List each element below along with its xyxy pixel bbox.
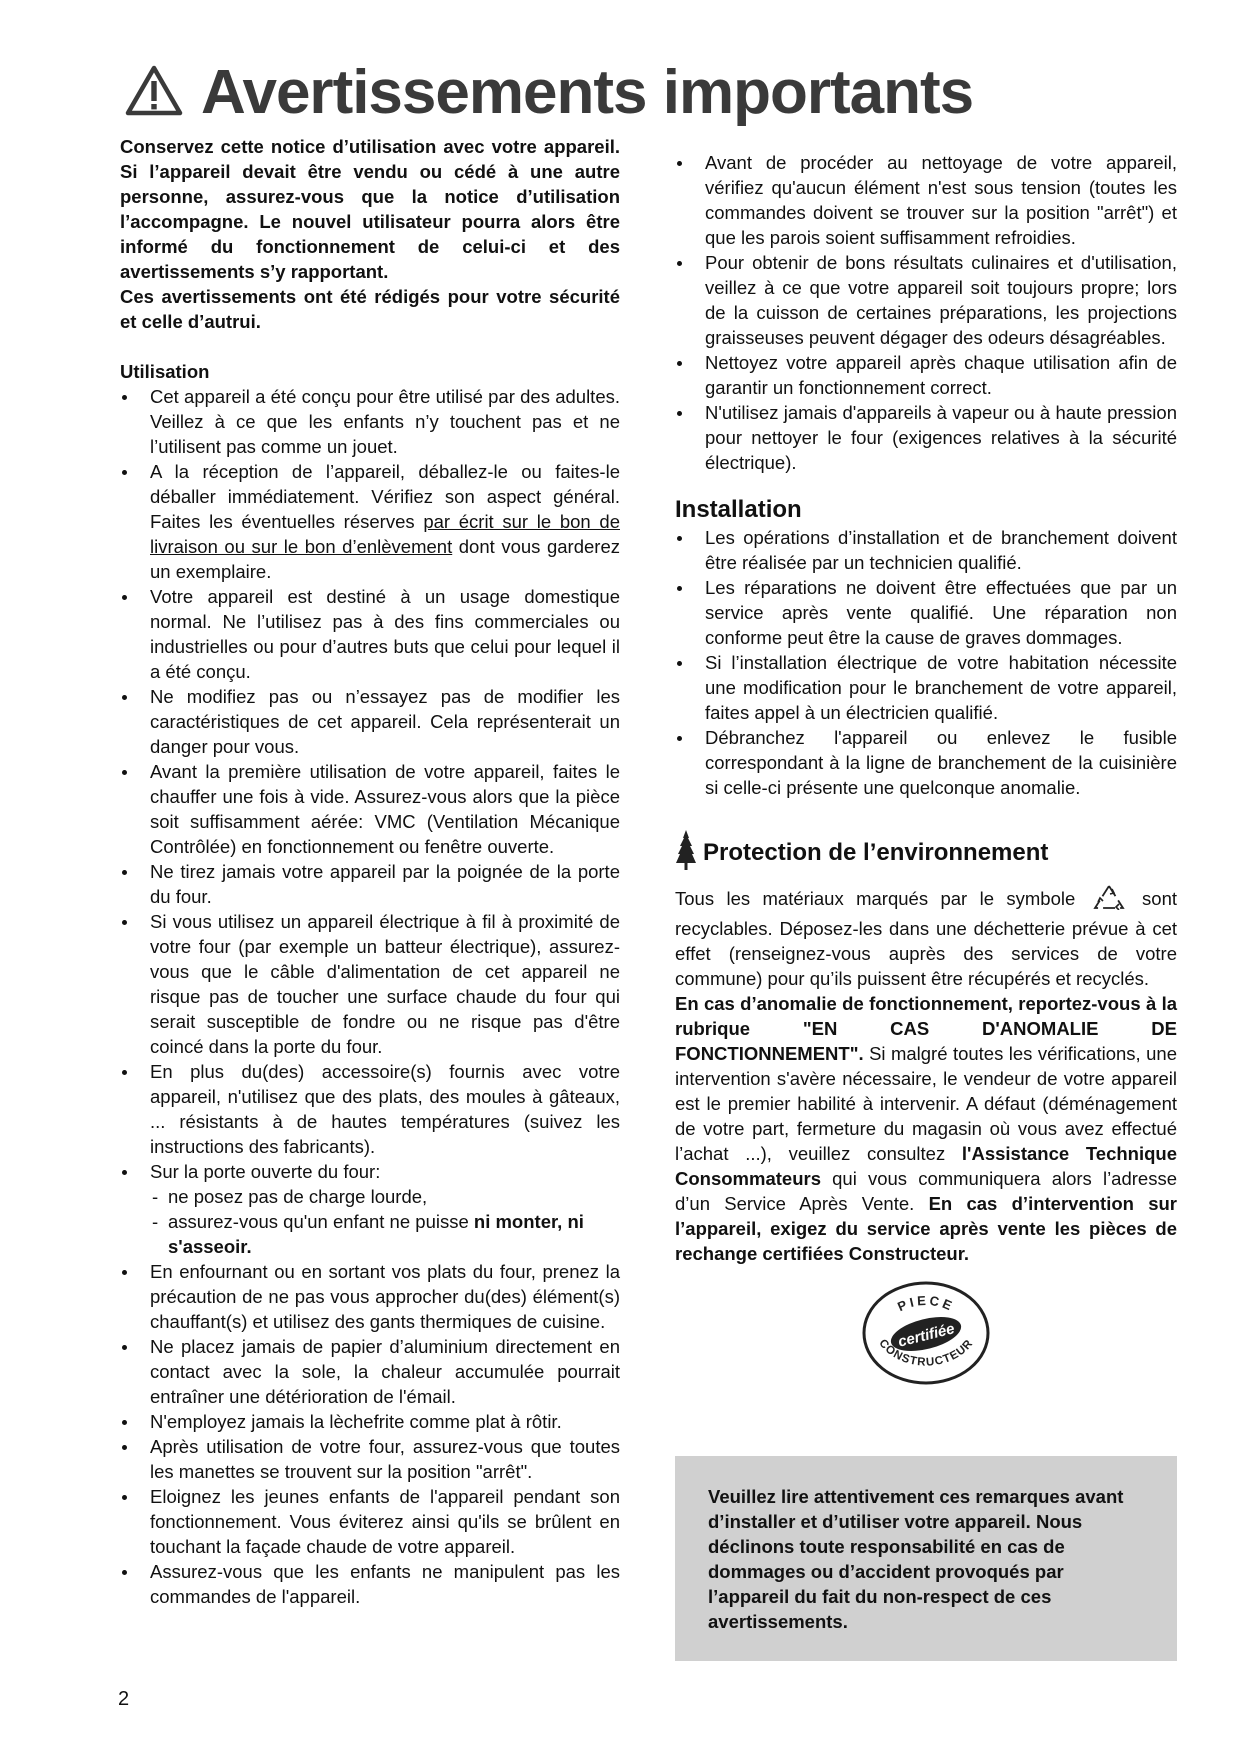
list-item: En enfournant ou en sortant vos plats du four, prenez la précaution de ne pas vous approcher du(des) élément(s) chauffant(s) et utilisez des gants thermiques de cuisine. — [120, 1259, 620, 1334]
list-item: Débranchez l'appareil ou enlevez le fusible correspondant à la ligne de branchement de la cuisinière si celle-ci présente une quelconque anomalie. — [675, 725, 1177, 800]
list-item: A la réception de l’appareil, déballez-le ou faites-le déballer immédiatement. Vérifiez son aspect général. Faites les éventuelles réserves par écrit sur le bon de livraison ou sur le bon d’enlèvement dont vous garderez un exemplaire. — [120, 459, 620, 584]
seal-top-text: PIECE — [895, 1292, 957, 1315]
sub-list — [150, 1184, 620, 1259]
list-item: Sur la porte ouverte du four: - ne posez pas de charge lourde, - assurez-vous qu'un enfant ne puisse ni monter, ni s'asseoir. — [120, 1159, 620, 1259]
intro-paragraph: Ces avertissements ont été rédigés pour votre sécurité et celle d’autrui. — [120, 286, 620, 332]
list-item: Les opérations d’installation et de branchement doivent être réalisée par un technicien qualifié. — [675, 525, 1177, 575]
installation-heading: Installation — [675, 496, 802, 523]
underlined-text: par écrit sur le bon de livraison ou sur le bon d’enlèvement — [150, 511, 620, 557]
list-item: Assurez-vous que les enfants ne manipulent pas les commandes de l'appareil. — [120, 1559, 620, 1609]
anomaly-paragraph: En cas d’anomalie de fonctionnement, reportez-vous à la rubrique "EN CAS D'ANOMALIE DE FONCTIONNEMENT". Si malgré toutes les vérifications, une intervention s'avère nécessaire, le vendeur de votre appareil est le premier habilité à intervenir. A défaut (déménagement de votre part, fermeture du magasin où vous avez effectué l’achat ...), veuillez consultez l'Assistance Technique Consommateurs qui vous communiquera alors l’adresse d’un Service Après Vente. En cas d’intervention sur l’appareil, exigez du service après vente les pièces de rechange certifiées Constructeur. — [675, 993, 1178, 1264]
list-item: Ne placez jamais de papier d’aluminium directement en contact avec la sole, la chaleur accumulée pourrait entraîner une détérioration de l'émail. — [120, 1334, 620, 1409]
left-column — [120, 134, 620, 1609]
list-item: Pour obtenir de bons résultats culinaires et d'utilisation, veillez à ce que votre appareil soit toujours propre; lors de la cuisson de certaines préparations, les projections graisseuses peuvent dégager des odeurs désagréables. — [675, 250, 1177, 350]
list-item: Ne modifiez pas ou n’essayez pas de modifier les caractéristiques de cet appareil. Cela représenterait un danger pour vous. — [120, 684, 620, 759]
intro-paragraph: Conservez cette notice d’utilisation avec votre appareil. Si l’appareil devait être vendu ou cédé à une autre personne, assurez-vous que la notice d’utilisation l’accompagne. Le nouvel utilisateur pourra alors être informé du fonctionnement de celui-ci et des avertissements s’y rapportant. — [120, 136, 620, 282]
environment-heading-row — [675, 830, 1177, 876]
notice-box — [675, 1456, 1177, 1661]
list-item: Les réparations ne doivent être effectuées que par un service après vente qualifié. Une réparation non conforme peut être la cause de graves dommages. — [675, 575, 1177, 650]
list-item: N'employez jamais la lèchefrite comme plat à rôtir. — [120, 1409, 620, 1434]
sub-list-item: - ne posez pas de charge lourde, — [152, 1184, 620, 1209]
maintenance-list — [675, 150, 1177, 475]
utilisation-heading: Utilisation — [120, 361, 210, 382]
recycle-icon — [1092, 884, 1126, 916]
list-item: Eloignez les jeunes enfants de l'appareil pendant son fonctionnement. Vous éviterez ainsi qu'ils se brûlent en touchant la façade chaude de votre appareil. — [120, 1484, 620, 1559]
environment-paragraph: Tous les matériaux marqués par le symbole sont recyclables. Déposez-les dans une déchetterie prévue à cet effet (renseignez-vous auprès des services de votre commune) pour qu’ils puissent être récupérés et recyclés. — [675, 884, 1177, 991]
tree-icon — [675, 830, 697, 876]
list-item: Si l’installation électrique de votre habitation nécessite une modification pour le branchement de votre appareil, faites appel à un électricien qualifié. — [675, 650, 1177, 725]
list-item: Votre appareil est destiné à un usage domestique normal. Ne l’utilisez pas à des fins commerciales ou industrielles ou pour d’autres buts que celui pour lequel il a été conçu. — [120, 584, 620, 684]
list-item: Après utilisation de votre four, assurez-vous que toutes les manettes se trouvent sur la position "arrêt". — [120, 1434, 620, 1484]
list-item: Ne tirez jamais votre appareil par la poignée de la porte du four. — [120, 859, 620, 909]
list-item: Avant la première utilisation de votre appareil, faites le chauffer une fois à vide. Assurez-vous alors que la pièce soit suffisamment aérée: VMC (Ventilation Mécanique Contrôlée) en fonctionnement ou fenêtre ouverte. — [120, 759, 620, 859]
notice-text: Veuillez lire attentivement ces remarques avant d’installer et d’utiliser votre appareil. Nous déclinons toute responsabilité en cas de dommages ou d’accident provoqués par l’appareil du fait du non-respect de ces avertissements. — [708, 1486, 1124, 1632]
warning-triangle-icon — [125, 64, 183, 121]
list-item: Nettoyez votre appareil après chaque utilisation afin de garantir un fonctionnement correct. — [675, 350, 1177, 400]
installation-list — [675, 525, 1177, 800]
sub-list-item: - assurez-vous qu'un enfant ne puisse ni monter, ni s'asseoir. — [152, 1209, 620, 1259]
list-item: En plus du(des) accessoire(s) fournis avec votre appareil, n'utilisez que des plats, des moules à gâteaux, ... résistants à de hautes températures (suivez les instructions des fabricants). — [120, 1059, 620, 1159]
environment-heading: Protection de l’environnement — [703, 839, 1049, 866]
seal-middle-text: certifiée — [896, 1320, 957, 1351]
title-text: Avertissements importants — [201, 57, 974, 127]
list-item: Si vous utilisez un appareil électrique à fil à proximité de votre four (par exemple un batteur électrique), assurez-vous que le câble d'alimentation de cet appareil ne risque pas de toucher une surface chaude du four qui serait susceptible de fondre ou ne risque pas d'être coincé dans la porte du four. — [120, 909, 620, 1059]
seal-bottom-text: CONSTRUCTEUR — [876, 1337, 976, 1369]
list-item: Avant de procéder au nettoyage de votre appareil, vérifiez qu'aucun élément n'est sous tension (toutes les commandes doivent se trouver sur la position "arrêt") et que les parois soient suffisamment refroidies. — [675, 150, 1177, 250]
right-column — [675, 150, 1177, 1388]
list-item: Cet appareil a été conçu pour être utilisé par des adultes. Veillez à ce que les enfants n’y touchent pas et ne l’utilisent pas comme un jouet. — [120, 384, 620, 459]
utilisation-list — [120, 384, 620, 1609]
svg-text:PIECE — [895, 1293, 957, 1315]
piece-certifiee-seal — [675, 1278, 1177, 1388]
list-item: N'utilisez jamais d'appareils à vapeur ou à haute pression pour nettoyer le four (exigences relatives à la sécurité électrique). — [675, 400, 1177, 475]
page-number: 2 — [118, 1688, 130, 1710]
page-title — [125, 52, 973, 132]
